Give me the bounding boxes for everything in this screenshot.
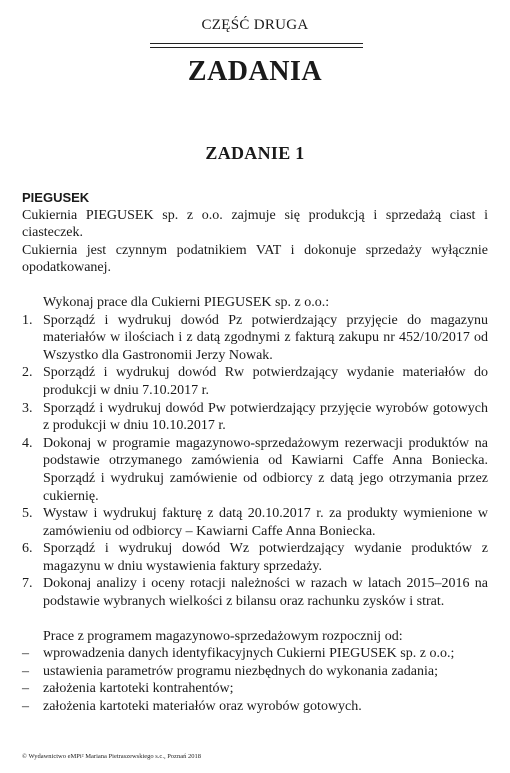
header-rule-bottom xyxy=(150,47,363,48)
program-step xyxy=(22,680,488,698)
part-label: CZĘŚĆ DRUGA xyxy=(201,17,309,33)
program-step-text: założenia kartoteki kontrahentów; xyxy=(43,681,234,697)
task-item-number: 3. xyxy=(22,400,33,416)
program-step xyxy=(22,663,488,681)
task-item xyxy=(22,435,488,505)
task-item xyxy=(22,575,488,610)
intro-paragraph-2: Cukiernia jest czynnym podatnikiem VAT i dokonuje sprzedaży wyłącznie opodatkowanej. xyxy=(22,242,488,276)
task-item-text: Sporządź i wydrukuj dowód Wz potwierdzający wydanie produktów z magazynu w dniu wystawienia faktury sprzedaży. xyxy=(43,541,488,574)
task-item xyxy=(22,505,488,540)
task-item-number: 4. xyxy=(22,435,33,451)
page-title: ZADANIA xyxy=(187,56,323,87)
task-item-number: 1. xyxy=(22,312,33,328)
task-item xyxy=(22,400,488,435)
task-item-number: 7. xyxy=(22,576,33,592)
task-item xyxy=(22,312,488,365)
copyright-footer: © Wydawnictwo eMPi² Mariana Pietraszewskiego s.c., Poznań 2018 xyxy=(22,753,201,760)
instructions-lead: Wykonaj prace dla Cukierni PIEGUSEK sp. z o.o.: xyxy=(43,294,330,310)
program-step-text: założenia kartoteki materiałów oraz wyrobów gotowych. xyxy=(43,699,362,715)
dash-bullet: – xyxy=(22,681,29,697)
dash-bullet: – xyxy=(22,646,29,662)
task-item-text: Wystaw i wydrukuj fakturę z datą 20.10.2017 r. za produkty wymienione w zamówieniu od odbiorcy – Kawiarni Caffe Anna Boniecka. xyxy=(43,506,488,539)
spacer xyxy=(22,611,488,628)
header-rule-top xyxy=(150,43,363,44)
intro-paragraph-1: Cukiernia PIEGUSEK sp. z o.o. zajmuje się produkcją i sprzedażą ciast i ciasteczek. xyxy=(22,207,488,241)
spacer xyxy=(22,277,488,294)
program-step-text: wprowadzenia danych identyfikacyjnych Cukierni PIEGUSEK sp. z o.o.; xyxy=(43,646,455,662)
task-item xyxy=(22,540,488,575)
dash-bullet: – xyxy=(22,663,29,679)
program-step xyxy=(22,645,488,663)
company-heading: PIEGUSEK xyxy=(22,190,90,205)
task-item-number: 2. xyxy=(22,365,33,381)
task-title: ZADANIE 1 xyxy=(205,143,305,163)
task-item-text: Sporządź i wydrukuj dowód Pw potwierdzający przyjęcie wyrobów gotowych z produkcji w dniu 10.10.2017 r. xyxy=(43,400,488,434)
program-step-text: ustawienia parametrów programu niezbędnych do wykonania zadania; xyxy=(43,663,438,679)
task-content xyxy=(22,189,488,716)
program-lead: Prace z programem magazynowo-sprzedażowym rozpocznij od: xyxy=(43,628,403,644)
task-item xyxy=(22,364,488,399)
task-item-text: Sporządź i wydrukuj dowód Rw potwierdzający wydanie materiałów do produkcji w dniu 7.10.2017 r. xyxy=(43,365,488,398)
task-list xyxy=(22,312,488,611)
dash-bullet: – xyxy=(22,699,29,715)
task-item-number: 5. xyxy=(22,506,33,522)
program-steps-list xyxy=(22,645,488,715)
program-step xyxy=(22,698,488,716)
task-item-text: Dokonaj analizy i oceny rotacji należności w razach w latach 2015–2016 na podstawie wybranych wielkości z bilansu oraz rachunku zysków i strat. xyxy=(43,576,488,610)
task-item-text: Dokonaj w programie magazynowo-sprzedażowym rezerwacji produktów na podstawie otrzymanego zamówienia od Kawiarni Caffe Anna Boniecka. Sporządź i wydrukuj zamówienie od odbiorcy z datą jego otrzymania przez cukiernię. xyxy=(43,435,488,504)
task-item-text: Sporządź i wydrukuj dowód Pz potwierdzający przyjęcie do magazynu materiałów w ilościach i z datą zgodnymi z fakturą zakupu nr 452/10/2017 od Wszystko dla Gastronomii Jerzy Nowak. xyxy=(43,312,488,363)
task-item-number: 6. xyxy=(22,541,33,557)
